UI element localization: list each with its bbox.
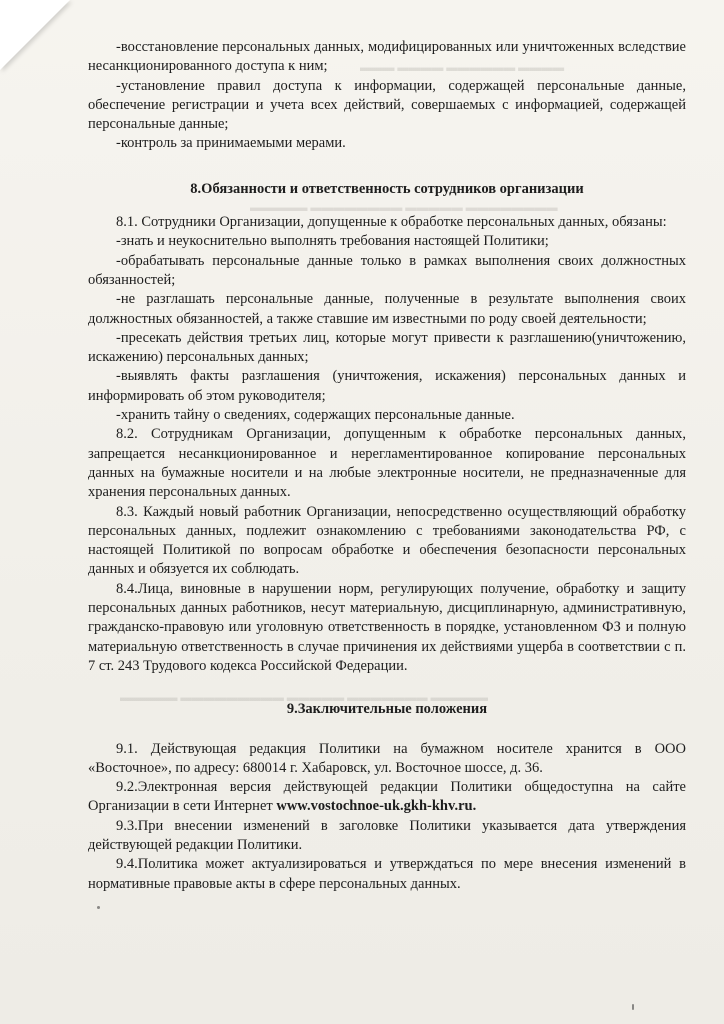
paragraph: 9.3.При внесении изменений в заголовке Политики указывается дата утверждения действующей редакции Политики.: [88, 817, 686, 853]
list-item: -контроль за принимаемыми мерами.: [116, 135, 346, 152]
list-item: -не разглашать персональные данные, полученные в результате выполнения своих должностных обязанностей, а также ставшие им известными по роду своей деятельности;: [88, 291, 686, 327]
paragraph: 9.4.Политика может актуализироваться и утверждаться по мере внесения изменений в нормативные правовые акты в сфере персональных данных.: [88, 856, 686, 892]
paragraph: 8.2. Сотрудникам Организации, допущенным к обработке персональных данных, запрещается несанкционированное и нерегламентированное копирование персональных данных на бумажные носители и на любые электронные носители, не предназначенные для хранения персональных данных.: [88, 426, 686, 501]
website-url: www.vostochnoe-uk.gkh-khv.ru.: [276, 798, 477, 815]
paragraph: [88, 778, 686, 817]
show-through-bleed: ▬▬▬▬▬ ▬▬▬▬▬▬▬ ▬▬▬▬▬ ▬▬▬▬▬▬▬▬▬ ▬▬▬▬▬: [120, 692, 488, 704]
list-item: -выявлять факты разглашения (уничтожения, искажения) персональных данных и информировать об этом руководителя;: [88, 368, 686, 404]
paragraph: 9.1. Действующая редакция Политики на бумажном носителе хранится в ООО «Восточное», по адресу: 680014 г. Хабаровск, ул. Восточное шоссе, д. 36.: [88, 740, 686, 776]
scan-speck: [632, 1004, 634, 1010]
paragraph: 8.4.Лица, виновные в нарушении норм, регулирующих получение, обработку и защиту персональных данных работников, несут материальную, дисциплинарную, административную, гражданско-правовую или уголовную ответственность в порядке, установленном ФЗ и полную материальную ответственность в случае причинения их действиями ущерба в соответствии с п. 7 ст. 243 Трудового кодекса Российской Федерации.: [88, 580, 686, 674]
show-through-bleed: ▬▬▬▬ ▬▬▬▬▬▬ ▬▬▬▬ ▬▬▬: [360, 62, 565, 74]
scan-speck: [97, 906, 100, 909]
list-item: -обрабатывать персональные данные только в рамках выполнения своих должностных обязанностей;: [88, 252, 686, 288]
section-heading: 9.Заключительные положения: [286, 701, 488, 718]
list-item: -восстановление персональных данных, модифицированных или уничтоженных вследствие несанкционированного доступа к ним;: [88, 39, 686, 75]
show-through-bleed: ▬▬▬▬▬▬▬▬ ▬▬▬▬▬ ▬▬▬▬▬▬▬▬ ▬▬▬▬▬: [250, 202, 558, 214]
document-body: [88, 38, 686, 894]
list-item: -установление правил доступа к информации, содержащей персональные данные, обеспечение регистрации и учета всех действий, совершаемых с информацией, содержащей персональные данные;: [88, 77, 686, 133]
list-item: -хранить тайну о сведениях, содержащих персональные данные.: [116, 407, 515, 424]
paragraph: 8.1. Сотрудники Организации, допущенные к обработке персональных данных, обязаны:: [116, 214, 667, 231]
paragraph-text: 9.2.Электронная версия действующей редакции Политики общедоступна на сайте Организации в сети Интернет: [88, 779, 686, 815]
list-item: -пресекать действия третьих лиц, которые могут привести к разглашению(уничтожению, искажению) персональных данных;: [88, 329, 686, 366]
folded-corner: [0, 0, 70, 70]
paragraph: 8.3. Каждый новый работник Организации, непосредственно осуществляющий обработку персональных данных, подлежит ознакомлению с требованиями законодательства РФ, с настоящей Политикой по вопросам обработке и обеспечения безопасности персональных данных и обязуется их соблюдать.: [88, 503, 686, 578]
section-heading: 8.Обязанности и ответственность сотрудников организации: [190, 180, 584, 197]
list-item: -знать и неукоснительно выполнять требования настоящей Политики;: [116, 233, 549, 250]
